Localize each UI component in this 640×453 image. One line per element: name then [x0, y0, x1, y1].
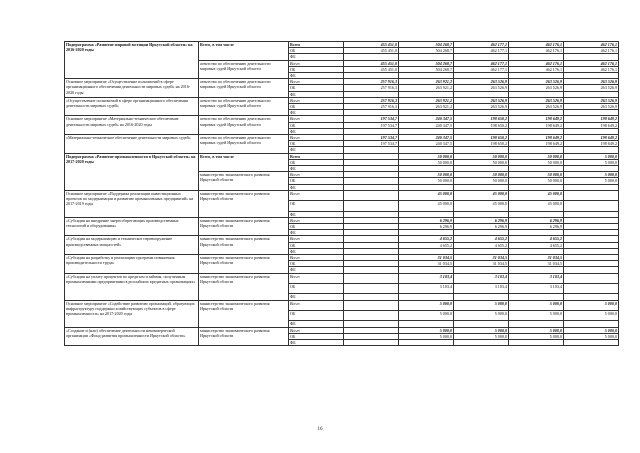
funding-source-cell: ФБ	[289, 54, 344, 60]
amount-cell: 5 000,0	[564, 172, 619, 178]
amount-cell: 5 000,0	[564, 159, 619, 165]
amount-cell: 5 000,0	[564, 311, 619, 321]
funding-source-cell: ОБ	[289, 85, 344, 91]
executor-cell: министерство экономического развития Иркутской области	[199, 300, 289, 327]
amount-cell: 198 650,2	[454, 135, 509, 141]
funding-source-cell: ФБ	[289, 230, 344, 236]
funding-source-cell: Всего	[289, 236, 344, 242]
amount-cell: 45 000,0	[509, 190, 564, 200]
amount-cell: 5 000,0	[564, 300, 619, 310]
amount-cell: 240 347,5	[399, 141, 454, 147]
funding-source-cell: ФБ	[289, 91, 344, 97]
amount-cell: 50 000,0	[454, 172, 509, 178]
amount-cell	[564, 284, 619, 294]
table-row	[65, 300, 619, 310]
amount-cell: 50 000,0	[509, 159, 564, 165]
amount-cell: 6 296,9	[399, 224, 454, 230]
executor-cell: агентство по обеспечению деятельности мировых судей Иркутской области	[199, 79, 289, 98]
amount-cell: 3 103,4	[399, 284, 454, 294]
amount-cell: 198 649,2	[509, 141, 564, 147]
amount-cell: 50 000,0	[509, 153, 564, 159]
executor-cell: Всего, в том числе	[199, 153, 289, 172]
amount-cell: 462 177,1	[454, 48, 509, 54]
funding-source-cell: ОБ	[289, 261, 344, 267]
amount-cell	[564, 201, 619, 211]
amount-cell	[454, 340, 509, 346]
budget-table-body	[65, 42, 619, 346]
amount-cell: 31 034,5	[509, 255, 564, 261]
amount-cell: 240 347,5	[399, 116, 454, 122]
funding-source-cell: Всего	[289, 97, 344, 103]
amount-cell: 263 921,2	[399, 79, 454, 85]
amount-cell: 198 649,2	[564, 141, 619, 147]
funding-source-cell: ФБ	[289, 147, 344, 153]
executor-cell: министерство экономического развития Иркутской области	[199, 273, 289, 300]
executor-cell: Всего, в том числе	[199, 42, 289, 61]
amount-cell: 3 103,4	[509, 273, 564, 283]
amount-cell: 6 296,9	[454, 224, 509, 230]
funding-source-cell: Всего	[289, 153, 344, 159]
funding-source-cell: ФБ	[289, 340, 344, 346]
amount-cell: 462 176,1	[564, 60, 619, 66]
amount-cell: 263 526,9	[509, 85, 564, 91]
amount-cell	[344, 284, 399, 294]
amount-cell: 198 650,2	[454, 116, 509, 122]
amount-cell: 462 177,1	[454, 66, 509, 72]
amount-cell: 504 268,7	[399, 60, 454, 66]
amount-cell: 197 534,7	[344, 135, 399, 141]
funding-source-cell: ФБ	[289, 321, 344, 327]
amount-cell: 45 000,0	[454, 201, 509, 211]
amount-cell: 198 649,2	[509, 122, 564, 128]
executor-cell: министерство экономического развития Иркутской области	[199, 190, 289, 217]
amount-cell: 5 000,0	[454, 311, 509, 321]
program-name-cell: «Субсидия на разработку и реализацию программ повышения производительности труда»	[65, 255, 199, 274]
amount-cell: 5 000,0	[399, 327, 454, 333]
funding-source-cell: ФБ	[289, 211, 344, 217]
amount-cell: 197 534,7	[344, 116, 399, 122]
funding-source-cell: ФБ	[289, 110, 344, 116]
funding-source-cell: ОБ	[289, 66, 344, 72]
program-name-cell: «Создание и (или) обеспечение деятельности некоммерческой организации «Фонд развития промышленности Иркутской области»	[65, 327, 199, 346]
funding-source-cell: Всего	[289, 42, 344, 48]
amount-cell: 198 649,2	[509, 116, 564, 122]
amount-cell: 263 526,9	[454, 97, 509, 103]
amount-cell: 198 649,2	[564, 122, 619, 128]
funding-source-cell: ОБ	[289, 311, 344, 321]
amount-cell: 4 655,2	[399, 242, 454, 248]
amount-cell: 3 103,4	[454, 273, 509, 283]
amount-cell	[399, 340, 454, 346]
amount-cell	[344, 201, 399, 211]
funding-source-cell: ОБ	[289, 122, 344, 128]
amount-cell	[564, 340, 619, 346]
amount-cell: 45 000,0	[454, 190, 509, 200]
amount-cell: 45 000,0	[509, 201, 564, 211]
amount-cell: 455 451,0	[344, 66, 399, 72]
amount-cell: 5 000,0	[399, 300, 454, 310]
funding-source-cell: Всего	[289, 116, 344, 122]
amount-cell: 504 268,7	[399, 48, 454, 54]
program-name-cell: Основное мероприятие «Осуществление полномочий в сфере организационного обеспечения деятельности мировых судей» на 2016-2020 годы	[65, 79, 199, 98]
amount-cell	[344, 190, 399, 200]
amount-cell: 257 916,3	[344, 85, 399, 91]
amount-cell: 462 177,1	[454, 60, 509, 66]
funding-source-cell: ФБ	[289, 73, 344, 79]
amount-cell: 45 000,0	[399, 190, 454, 200]
executor-cell: министерство экономического развития Иркутской области	[199, 255, 289, 274]
executor-cell: министерство экономического развития Иркутской области	[199, 327, 289, 346]
funding-source-cell: Всего	[289, 217, 344, 223]
budget-table	[64, 41, 619, 346]
table-row	[65, 190, 619, 200]
amount-cell: 504 268,7	[399, 42, 454, 48]
amount-cell: 3 103,4	[454, 284, 509, 294]
amount-cell: 198 650,2	[454, 141, 509, 147]
program-name-cell: «Субсидия на внедрение энергосберегающих производственных технологий и оборудования»	[65, 217, 199, 236]
amount-cell: 198 649,2	[564, 135, 619, 141]
program-name-cell: «Субсидия на уплату процентов по кредитам и займам, полученным промышленными предприятиями в российских кредитных организациях»	[65, 273, 199, 300]
amount-cell: 197 534,7	[344, 122, 399, 128]
amount-cell: 263 921,2	[399, 85, 454, 91]
amount-cell: 31 034,5	[454, 261, 509, 267]
amount-cell: 5 000,0	[509, 311, 564, 321]
amount-cell: 5 000,0	[454, 333, 509, 339]
funding-source-cell: ОБ	[289, 104, 344, 110]
table-row	[65, 273, 619, 283]
amount-cell: 462 176,1	[564, 42, 619, 48]
amount-cell: 263 526,9	[509, 104, 564, 110]
funding-source-cell: Всего	[289, 327, 344, 333]
budget-table-page	[64, 41, 618, 346]
funding-source-cell: ОБ	[289, 333, 344, 339]
amount-cell: 263 526,9	[564, 104, 619, 110]
amount-cell: 462 176,1	[564, 66, 619, 72]
amount-cell: 4 655,2	[509, 236, 564, 242]
amount-cell: 462 176,1	[509, 66, 564, 72]
amount-cell: 45 000,0	[399, 201, 454, 211]
amount-cell: 50 000,0	[399, 178, 454, 184]
program-name-cell: Подпрограмма «Развитие промышленности в Иркутской области» на 2017-2020 годы	[65, 153, 199, 190]
amount-cell: 462 177,1	[454, 42, 509, 48]
amount-cell: 5 000,0	[564, 327, 619, 333]
funding-source-cell: Всего	[289, 135, 344, 141]
executor-cell: агентство по обеспечению деятельности мировых судей Иркутской области	[199, 97, 289, 116]
amount-cell: 263 526,9	[564, 97, 619, 103]
funding-source-cell: ОБ	[289, 224, 344, 230]
amount-cell: 5 000,0	[564, 333, 619, 339]
funding-source-cell: ОБ	[289, 48, 344, 54]
funding-source-cell: ОБ	[289, 178, 344, 184]
amount-cell	[344, 273, 399, 283]
executor-cell: агентство по обеспечению деятельности мировых судей Иркутской области	[199, 135, 289, 154]
amount-cell: 462 176,1	[509, 60, 564, 66]
funding-source-cell: Всего	[289, 60, 344, 66]
amount-cell: 6 296,9	[509, 224, 564, 230]
amount-cell: 5 000,0	[564, 153, 619, 159]
amount-cell: 257 916,3	[344, 104, 399, 110]
funding-source-cell: Всего	[289, 190, 344, 200]
amount-cell: 462 176,1	[509, 42, 564, 48]
amount-cell: 263 526,9	[509, 97, 564, 103]
amount-cell: 240 347,5	[399, 122, 454, 128]
amount-cell	[564, 273, 619, 283]
funding-source-cell: Всего	[289, 79, 344, 85]
amount-cell: 4 655,2	[454, 242, 509, 248]
program-name-cell: «Субсидия на модернизацию и техническое перевооружение производственных мощностей»	[65, 236, 199, 255]
page-number: 16	[317, 427, 323, 432]
executor-cell: министерство экономического развития Иркутской области	[199, 172, 289, 191]
funding-source-cell: ОБ	[289, 201, 344, 211]
amount-cell: 5 000,0	[454, 300, 509, 310]
amount-cell: 50 000,0	[509, 172, 564, 178]
amount-cell: 50 000,0	[454, 153, 509, 159]
amount-cell: 4 655,2	[454, 236, 509, 242]
funding-source-cell: ФБ	[289, 184, 344, 190]
executor-cell: агентство по обеспечению деятельности мировых судей Иркутской области	[199, 116, 289, 135]
funding-source-cell: ОБ	[289, 159, 344, 165]
funding-source-cell: ФБ	[289, 166, 344, 172]
amount-cell: 455 451,0	[344, 48, 399, 54]
amount-cell: 240 347,5	[399, 135, 454, 141]
program-name-cell: Основное мероприятие «Поддержка реализации инвестиционных проектов по модернизации и развитию промышленных предприятий» на 2017-2019 годы	[65, 190, 199, 217]
amount-cell: 455 451,0	[344, 42, 399, 48]
amount-cell: 50 000,0	[454, 178, 509, 184]
amount-cell: 462 176,1	[564, 48, 619, 54]
amount-cell: 197 534,7	[344, 141, 399, 147]
amount-cell: 5 000,0	[509, 333, 564, 339]
amount-cell: 263 526,9	[454, 104, 509, 110]
amount-cell: 31 034,5	[509, 261, 564, 267]
amount-cell: 263 921,2	[399, 97, 454, 103]
executor-cell: агентство по обеспечению деятельности мировых судей Иркутской области	[199, 60, 289, 79]
funding-source-cell: ФБ	[289, 294, 344, 300]
amount-cell: 263 526,9	[454, 85, 509, 91]
amount-cell: 31 034,5	[454, 255, 509, 261]
funding-source-cell: ФБ	[289, 128, 344, 134]
funding-source-cell: ОБ	[289, 284, 344, 294]
amount-cell: 263 526,9	[564, 79, 619, 85]
amount-cell: 3 103,4	[399, 273, 454, 283]
amount-cell: 263 526,9	[564, 85, 619, 91]
amount-cell: 4 655,2	[509, 242, 564, 248]
amount-cell: 198 650,2	[454, 122, 509, 128]
amount-cell: 5 000,0	[564, 178, 619, 184]
amount-cell: 6 296,9	[509, 217, 564, 223]
amount-cell: 5 000,0	[509, 300, 564, 310]
amount-cell: 455 451,0	[344, 60, 399, 66]
amount-cell: 31 034,5	[399, 255, 454, 261]
amount-cell: 50 000,0	[509, 178, 564, 184]
funding-source-cell: Всего	[289, 273, 344, 283]
amount-cell: 5 000,0	[399, 333, 454, 339]
funding-source-cell: Всего	[289, 255, 344, 261]
amount-cell: 50 000,0	[399, 172, 454, 178]
amount-cell	[344, 340, 399, 346]
amount-cell: 3 103,4	[509, 284, 564, 294]
amount-cell: 4 655,2	[399, 236, 454, 242]
amount-cell: 462 176,1	[509, 48, 564, 54]
amount-cell: 31 034,5	[399, 261, 454, 267]
funding-source-cell: ФБ	[289, 248, 344, 254]
funding-source-cell: ОБ	[289, 141, 344, 147]
amount-cell: 6 296,9	[454, 217, 509, 223]
amount-cell	[509, 340, 564, 346]
program-name-cell: «Материально-техническое обеспечение деятельности мировых судей»	[65, 135, 199, 154]
amount-cell: 263 921,2	[399, 104, 454, 110]
executor-cell: министерство экономического развития Иркутской области	[199, 217, 289, 236]
amount-cell: 5 000,0	[399, 311, 454, 321]
amount-cell	[344, 311, 399, 321]
funding-source-cell: Всего	[289, 172, 344, 178]
amount-cell: 263 526,9	[454, 79, 509, 85]
program-name-cell: «Осуществление полномочий в сфере организационного обеспечения деятельности мировых судей»	[65, 97, 199, 116]
amount-cell: 50 000,0	[399, 153, 454, 159]
amount-cell: 5 000,0	[509, 327, 564, 333]
amount-cell: 257 916,3	[344, 79, 399, 85]
funding-source-cell: ФБ	[289, 267, 344, 273]
amount-cell: 198 649,2	[564, 116, 619, 122]
amount-cell	[564, 190, 619, 200]
amount-cell: 198 649,2	[509, 135, 564, 141]
executor-cell: министерство экономического развития Иркутской области	[199, 236, 289, 255]
funding-source-cell: Всего	[289, 300, 344, 310]
amount-cell: 6 296,9	[399, 217, 454, 223]
program-name-cell: Подпрограмма «Развитие мировой юстиции Иркутской области» на 2016-2020 годы	[65, 42, 199, 79]
amount-cell: 50 000,0	[399, 159, 454, 165]
amount-cell: 50 000,0	[454, 159, 509, 165]
program-name-cell: Основное мероприятие «Материально-техническое обеспечение деятельности мировых судей» на 2016-2020 годы	[65, 116, 199, 135]
amount-cell: 263 526,9	[509, 79, 564, 85]
program-name-cell: Основное мероприятие «Содействие развитию организаций, образующих инфраструктуру поддержки хозяйствующих субъектов в сфере промышленности» на 2017-2020 годы	[65, 300, 199, 327]
amount-cell: 5 000,0	[454, 327, 509, 333]
amount-cell: 257 916,3	[344, 97, 399, 103]
amount-cell	[344, 300, 399, 310]
amount-cell: 504 268,7	[399, 66, 454, 72]
funding-source-cell: ОБ	[289, 242, 344, 248]
